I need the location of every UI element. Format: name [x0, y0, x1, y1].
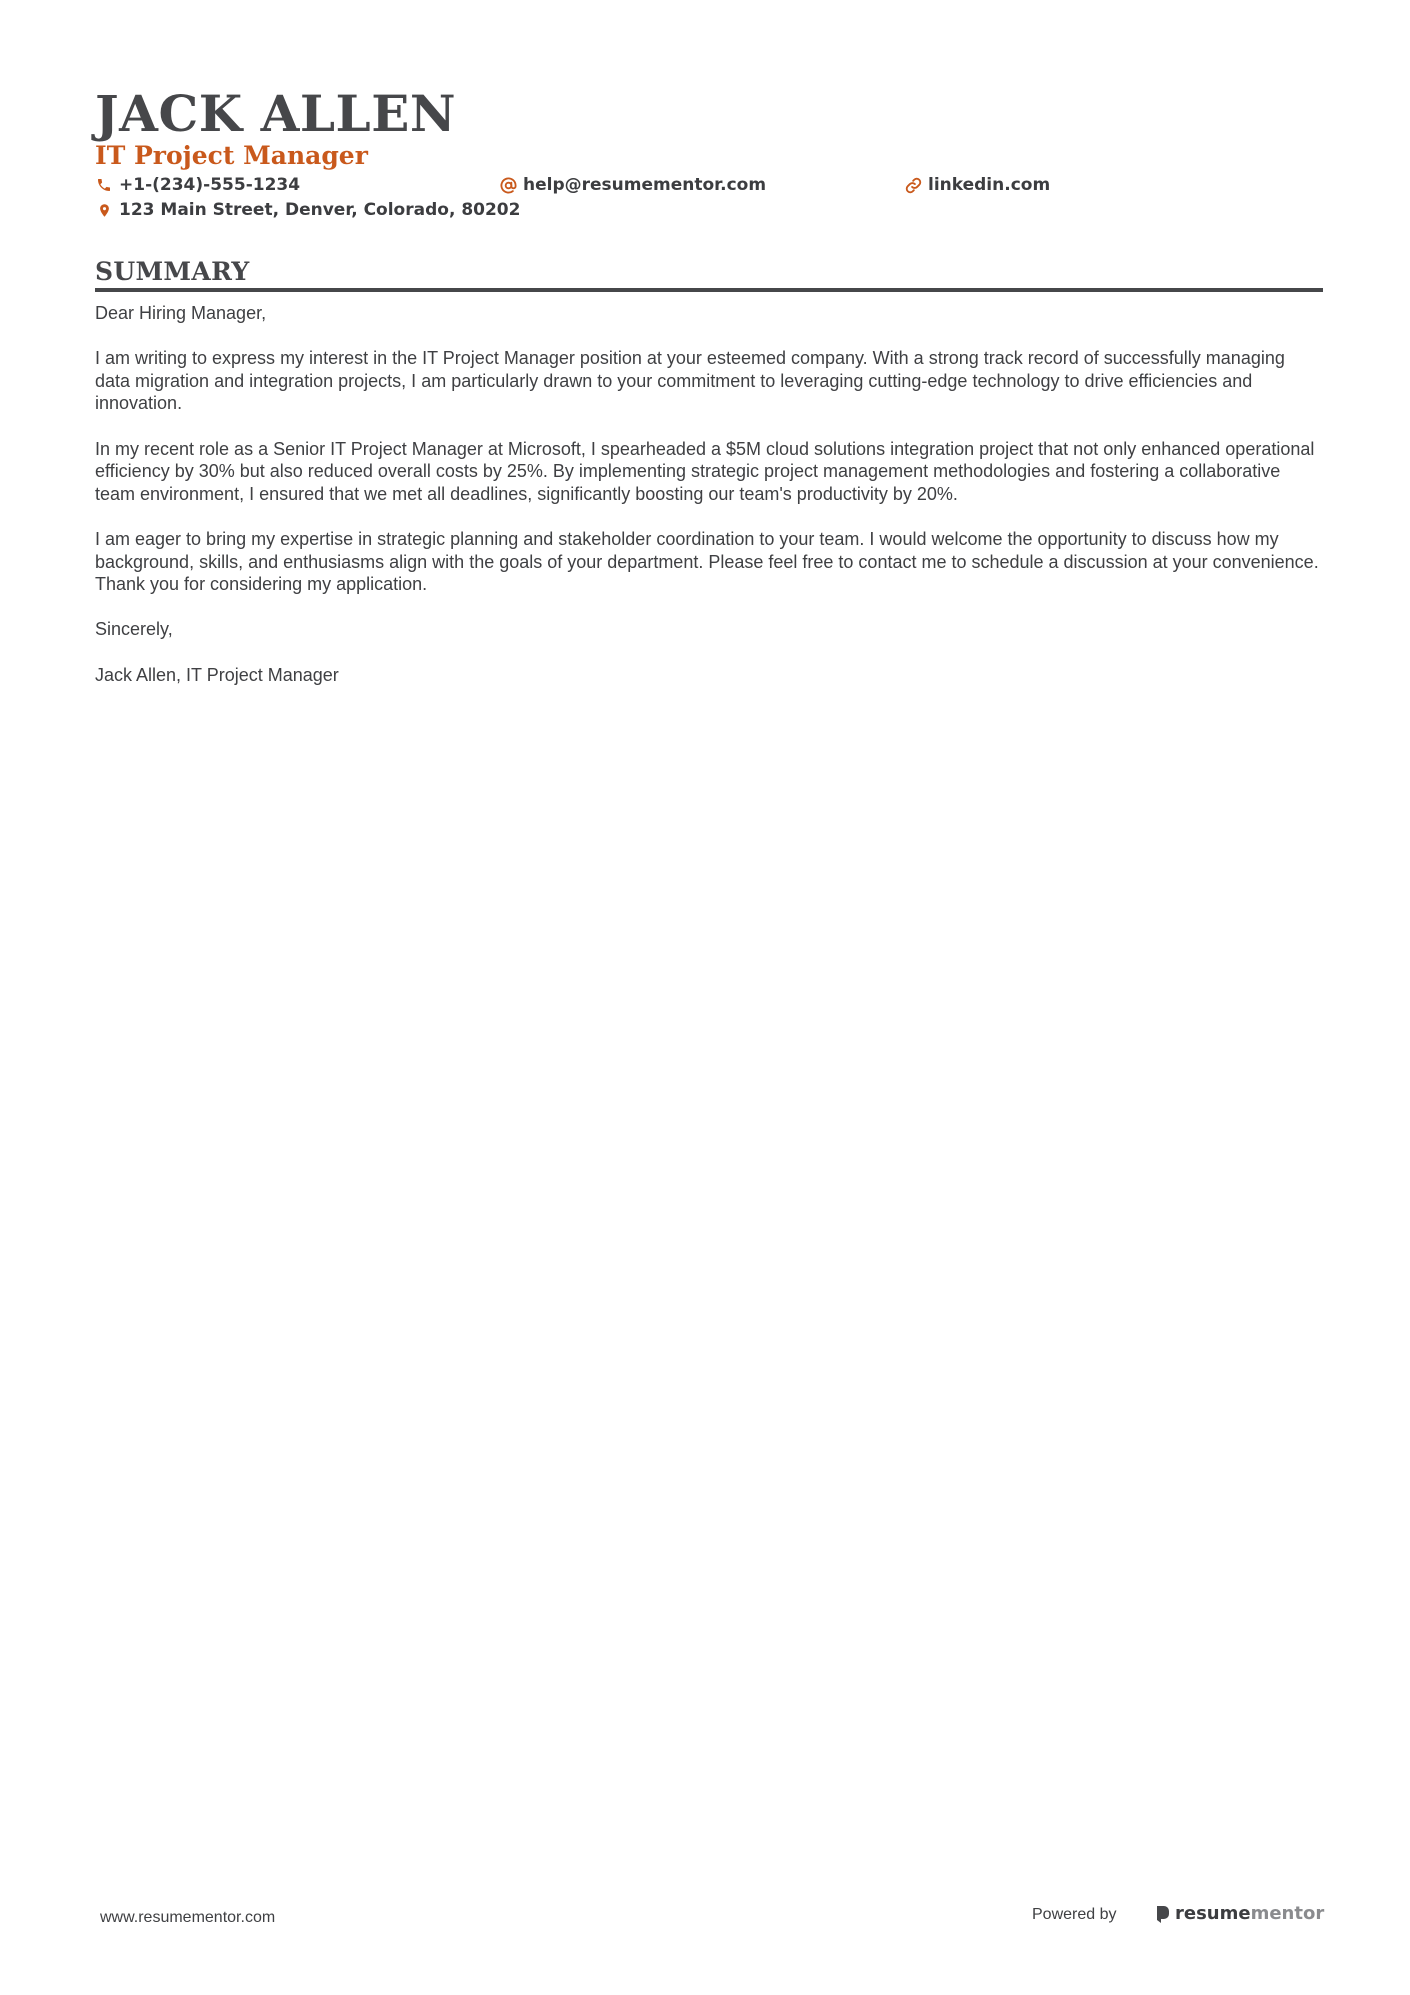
brand-name-part1: resume [1175, 1903, 1251, 1924]
letter-body [95, 302, 1323, 709]
contact-phone [95, 173, 300, 197]
contact-email-text[interactable]: help@resumementor.com [523, 175, 767, 195]
resumementor-logo-icon [1155, 1904, 1171, 1924]
summary-divider [95, 288, 1323, 292]
map-pin-icon [95, 201, 113, 219]
footer-powered-by: Powered by [1032, 1906, 1117, 1923]
letter-greeting: Dear Hiring Manager, [95, 303, 267, 323]
contact-website[interactable] [904, 173, 1050, 197]
letter-paragraph: In my recent role as a Senior IT Project Manager at Microsoft, I spearheaded a $5M cloud solutions integration project that not only enhanced operational efficiency by 30% but also reduced overall costs by 25%. By implementing strategic project management methodologies and fostering a collaborative team environment, I ensured that we met all deadlines, significantly boosting our team's productivity by 20%. [95, 438, 1315, 504]
at-sign-icon [499, 176, 517, 194]
letter-signature: Jack Allen, IT Project Manager [95, 664, 339, 685]
link-icon [904, 176, 922, 194]
phone-icon [95, 176, 113, 194]
contact-website-text[interactable]: linkedin.com [928, 175, 1051, 195]
contact-phone-text: +1-(234)-555-1234 [119, 175, 301, 195]
brand-name-part2: mentor [1250, 1903, 1325, 1924]
letter-paragraph: I am writing to express my interest in the IT Project Manager position at your esteemed company. With a strong track record of successfully managing data migration and integration projects, I am particularly drawn to your commitment to leveraging cutting-edge technology to drive efficiencies and innovation. [95, 348, 1285, 414]
cover-letter-page [95, 0, 1323, 1995]
footer-url[interactable]: www.resumementor.com [100, 1909, 276, 1926]
letter-paragraph: I am eager to bring my expertise in strategic planning and stakeholder coordination to your team. I would welcome the opportunity to discuss how my background, skills, and enthusiasms align with the goals of your department. Please feel free to contact me to schedule a discussion at your convenience. Thank you for considering my application. [95, 528, 1319, 595]
footer-brand-logo[interactable] [1155, 1902, 1324, 1926]
letter-closing: Sincerely, [95, 619, 173, 640]
candidate-job-title: IT Project Manager [95, 141, 368, 170]
contact-email[interactable] [499, 173, 766, 197]
contact-address-text: 123 Main Street, Denver, Colorado, 80202 [119, 200, 521, 220]
summary-heading: SUMMARY [95, 257, 250, 286]
contact-address [95, 198, 520, 222]
candidate-name: JACK ALLEN [95, 84, 457, 143]
